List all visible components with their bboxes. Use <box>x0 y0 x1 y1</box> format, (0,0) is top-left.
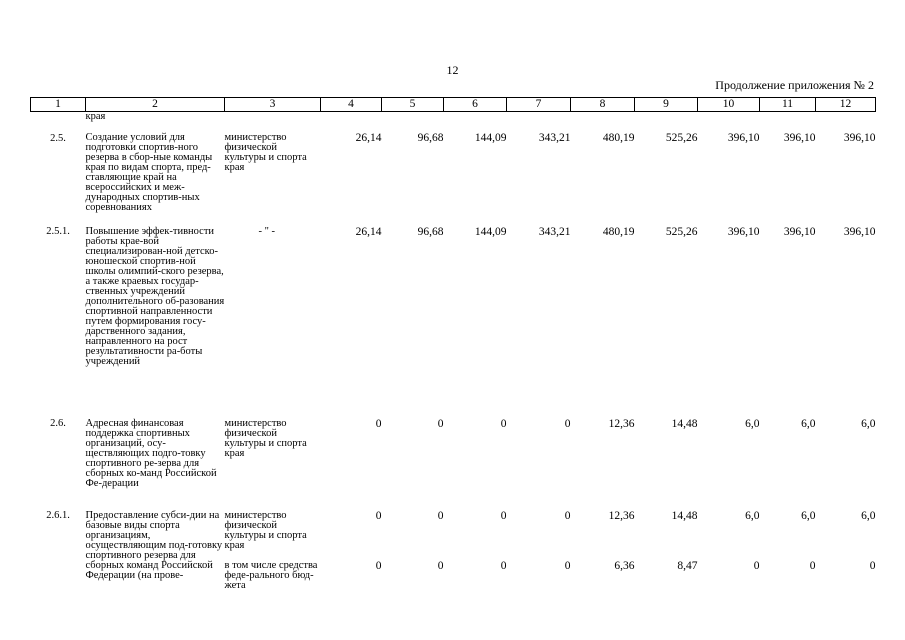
col-header: 11 <box>760 98 816 112</box>
col-header: 8 <box>571 98 635 112</box>
row-number: 2.6.1. <box>46 510 70 521</box>
value-cell: 12,36 <box>608 510 635 522</box>
value-cell: 480,19 <box>602 132 635 144</box>
value-cell: 0 <box>437 560 444 572</box>
col-header: 4 <box>321 98 382 112</box>
row-responsible: - " - <box>258 226 276 237</box>
value-cell: 8,47 <box>677 560 698 572</box>
value-cell: 0 <box>753 560 760 572</box>
row-responsible: министерство физической культуры и спорта края <box>224 510 307 551</box>
value-cell: 0 <box>437 510 444 522</box>
value-cell: 0 <box>564 418 571 430</box>
table-row <box>31 122 876 227</box>
col-header: 3 <box>225 98 321 112</box>
col-header: 6 <box>444 98 507 112</box>
value-cell: 12,36 <box>608 418 635 430</box>
value-cell: 0 <box>564 510 571 522</box>
value-cell: 6,0 <box>861 510 876 522</box>
continued-text: края <box>85 111 106 122</box>
value-cell: 96,68 <box>417 132 444 144</box>
value-cell: 0 <box>500 418 507 430</box>
table-row <box>31 511 876 561</box>
value-cell: 0 <box>437 418 444 430</box>
value-cell: 0 <box>564 560 571 572</box>
value-cell: 14,48 <box>671 510 698 522</box>
value-cell: 396,10 <box>727 132 760 144</box>
value-cell: 480,19 <box>602 226 635 238</box>
continued-row <box>31 112 876 123</box>
col-header: 2 <box>86 98 225 112</box>
col-header: 10 <box>698 98 760 112</box>
value-cell: 525,26 <box>665 226 698 238</box>
value-cell: 0 <box>500 560 507 572</box>
value-cell: 396,10 <box>843 226 876 238</box>
value-cell: 14,48 <box>671 418 698 430</box>
row-number: 2.5.1. <box>46 226 70 237</box>
value-cell: 6,0 <box>801 418 816 430</box>
row-responsible: министерство физической культуры и спорта края <box>224 132 307 173</box>
value-cell: 396,10 <box>783 132 816 144</box>
value-cell: 144,09 <box>474 226 507 238</box>
row-name: Адресная финансовая поддержка спортивных организаций, осу-ществляющих подго-товку спортивного ре-зерва для сборных ко-манд Российской Фе-дерации <box>85 418 217 489</box>
value-cell: 0 <box>809 560 816 572</box>
header-row <box>31 98 876 112</box>
table-row <box>31 419 876 511</box>
col-header: 1 <box>31 98 86 112</box>
value-cell: 0 <box>375 418 382 430</box>
value-cell: 343,21 <box>538 132 571 144</box>
value-cell: 0 <box>375 510 382 522</box>
row-number: 2.6. <box>50 418 66 429</box>
page-number: 12 <box>446 63 459 77</box>
value-cell: 396,10 <box>843 132 876 144</box>
budget-table <box>30 97 876 621</box>
value-cell: 6,0 <box>801 510 816 522</box>
value-cell: 396,10 <box>727 226 760 238</box>
table-row <box>31 227 876 419</box>
row-sub-responsible: в том числе средства феде-рального бюд-жета <box>224 560 318 591</box>
value-cell: 96,68 <box>417 226 444 238</box>
col-header: 12 <box>816 98 876 112</box>
value-cell: 26,14 <box>355 226 382 238</box>
value-cell: 525,26 <box>665 132 698 144</box>
value-cell: 343,21 <box>538 226 571 238</box>
col-header: 7 <box>507 98 571 112</box>
value-cell: 0 <box>375 560 382 572</box>
value-cell: 6,36 <box>614 560 635 572</box>
col-header: 9 <box>635 98 698 112</box>
value-cell: 26,14 <box>355 132 382 144</box>
col-header: 5 <box>382 98 444 112</box>
value-cell: 6,0 <box>745 510 760 522</box>
row-responsible: министерство физической культуры и спорта края <box>224 418 307 459</box>
value-cell: 6,0 <box>861 418 876 430</box>
row-name: Предоставление субси-дии на базовые виды спорта организациям, осуществляющим под-готовку спортивного резерва для сборных команд Российской Федерации (на прове- <box>85 510 223 581</box>
value-cell: 144,09 <box>474 132 507 144</box>
appendix-title: Продолжение приложения № 2 <box>715 78 874 92</box>
value-cell: 0 <box>500 510 507 522</box>
row-number: 2.5. <box>50 133 66 144</box>
value-cell: 6,0 <box>745 418 760 430</box>
value-cell: 0 <box>869 560 876 572</box>
value-cell: 396,10 <box>783 226 816 238</box>
row-name: Создание условий для подготовки спортив-ного резерва в сбор-ные команды края по видам спорта, пред-ставляющие край на всероссийских и меж-дународных спортив-ных соревнованиях <box>85 132 213 213</box>
row-name: Повышение эффек-тивности работы крае-вой специализирован-ной детско-юношеской спортив-ной школы олимпий-ского резерва, а также краевых государ-ственных учреждений дополнительного об-разования спортивной направленности путем формирования госу-дарственного задания, направленного на рост результативности ра-боты учреждений <box>85 226 225 367</box>
